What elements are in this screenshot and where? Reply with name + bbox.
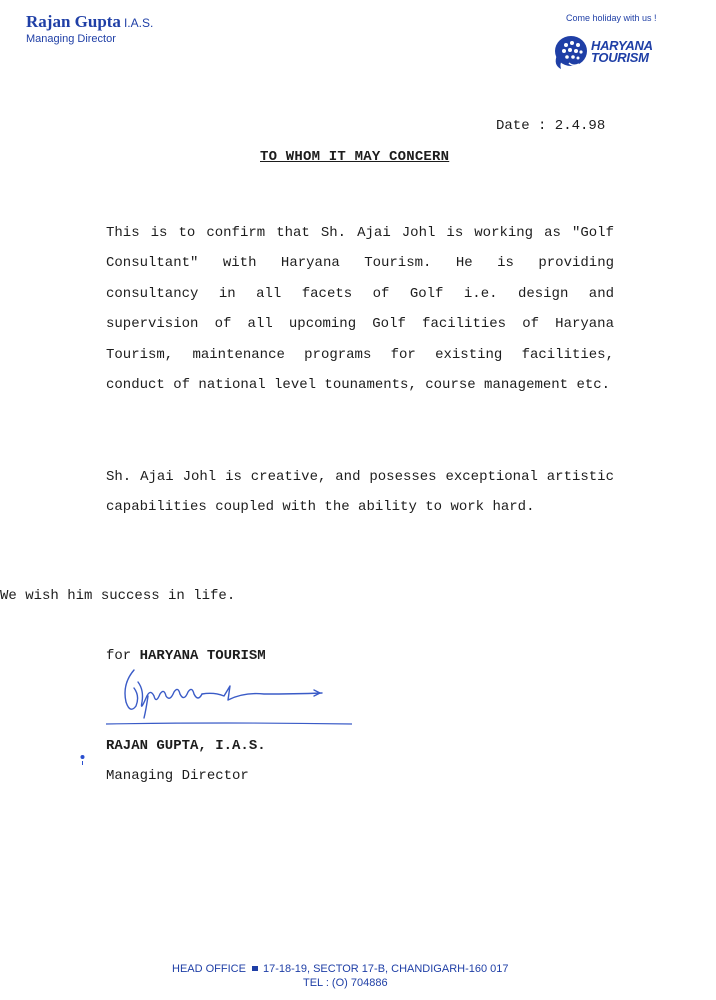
signatory-designation: Managing Director [106,768,249,784]
letterhead-name-text: Rajan Gupta [26,12,121,31]
footer-telephone: TEL : (O) 704886 [303,977,388,989]
head-office-address: 17-18-19, SECTOR 17-B, CHANDIGARH-160 017 [262,963,509,975]
on-behalf-prefix: for [106,648,132,664]
letterhead-name [26,12,153,32]
footer-address-line [172,963,509,975]
tourism-tagline: Come holiday with us ! [566,13,657,23]
haryana-tourism-logo [551,33,663,73]
on-behalf-organization: HARYANA TOURISM [139,648,266,664]
letterhead-name-suffix: I.A.S. [123,16,154,30]
letterhead-designation: Managing Director [26,33,116,45]
logo-wordmark [591,40,653,64]
paragraph-2: Sh. Ajai Johl is creative, and posesses exceptional artistic capabilities coupled with the ability to work hard. [106,469,614,516]
bird-logo-icon [551,33,591,73]
logo-line-1: HARYANA [591,38,653,53]
paragraph-3: We wish him success in life. [0,588,236,604]
paragraph-1: This is to confirm that Sh. Ajai Johl is working as "Golf Consultant" with Haryana Tourism. He is providing consultancy in all facets of Golf i.e. design and supervision of all upcoming Golf facilities of Haryana Tourism, maintenance programs for existing facilities, conduct of national level tounaments, course management etc. [106,225,614,394]
letter-title: TO WHOM IT MAY CONCERN [260,149,450,165]
letter-date: Date : 2.4.98 [496,118,606,134]
head-office-label: HEAD OFFICE [172,963,246,975]
logo-line-2: TOURISM [591,50,649,65]
signatory-name: RAJAN GUPTA, I.A.S. [106,738,266,754]
ink-mark [80,754,85,766]
bullet-separator [252,966,258,971]
handwritten-signature [104,662,364,732]
